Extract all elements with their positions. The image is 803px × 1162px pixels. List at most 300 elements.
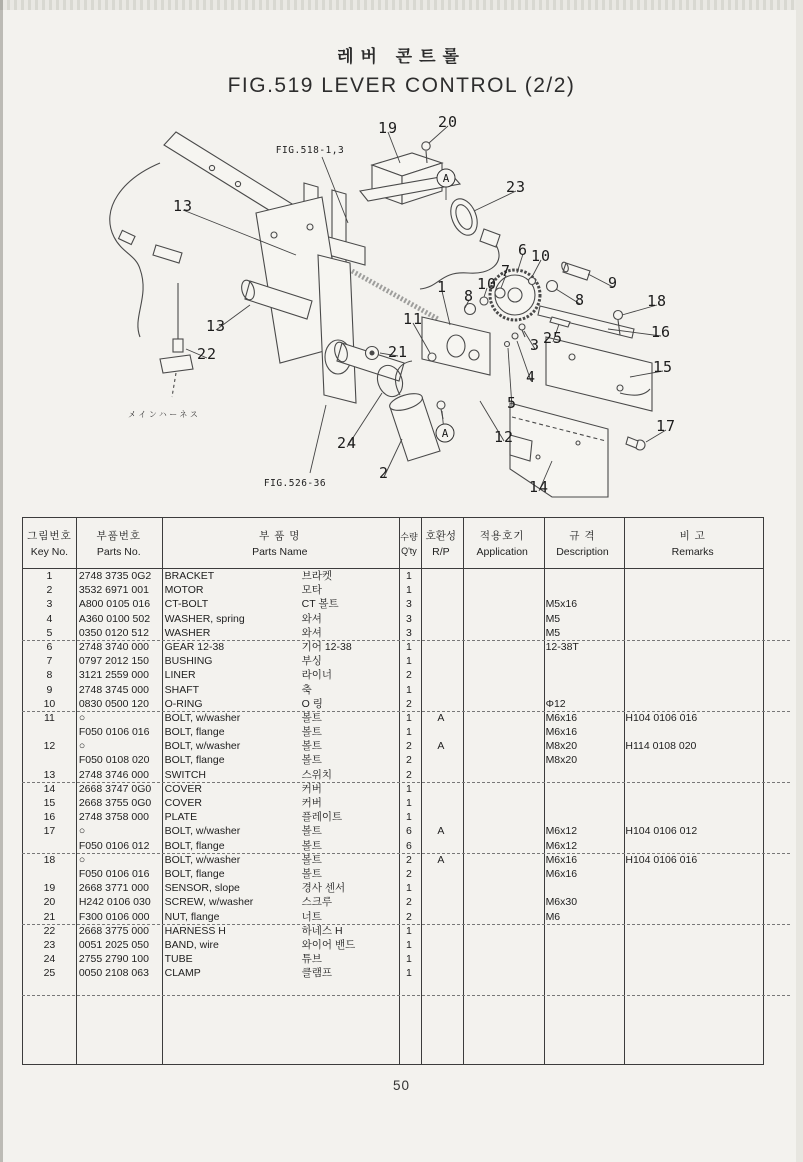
cell-description	[543, 810, 623, 824]
cell-rp	[420, 569, 462, 583]
cell-application	[462, 753, 543, 767]
callout-number: 11	[402, 310, 424, 328]
detail-marker-label: A	[442, 172, 450, 185]
table-row	[23, 853, 763, 867]
cell-remarks	[622, 782, 763, 796]
table-row	[23, 583, 763, 597]
header-description: 규 격 Description	[556, 530, 609, 558]
cell-qty: 2	[406, 853, 412, 866]
cell-qty: 2	[406, 697, 412, 710]
cell-application	[462, 683, 543, 697]
cell-parts-no: A800 0105 016	[78, 598, 151, 611]
part-name-korean: 모타	[301, 584, 322, 597]
cell-description: M8x20	[545, 754, 578, 767]
header-qty: 수량 Q'ty	[400, 532, 418, 556]
cell-rp	[420, 612, 462, 626]
cell-rp	[420, 881, 462, 895]
cell-application	[462, 725, 543, 739]
cell-qty: 1	[406, 726, 412, 739]
cell-parts-no: 0797 2012 150	[78, 655, 149, 668]
cell-parts-name	[162, 569, 398, 583]
callout-number: 7	[500, 262, 512, 280]
cell-key-no: 3	[46, 598, 53, 611]
cell-rp	[420, 583, 462, 597]
cell-key-no: 25	[43, 967, 56, 980]
part-name-english: BOLT, flange	[164, 726, 225, 739]
cell-rp	[420, 768, 462, 782]
cell-parts-name	[162, 924, 398, 938]
cell-application	[462, 824, 543, 838]
cover-plate-shape	[510, 403, 608, 497]
part-name-korean: 볼트	[301, 711, 322, 724]
cell-key-no: 19	[43, 882, 56, 895]
part-name-korean: 와셔	[301, 612, 322, 625]
cell-parts-no: 0050 2108 063	[78, 967, 149, 980]
cell-qty: 2	[406, 768, 412, 781]
cell-parts-name	[162, 697, 398, 711]
cell-application	[462, 697, 543, 711]
cell-rp: A	[437, 825, 445, 838]
table-row	[23, 824, 763, 838]
cell-rp: A	[437, 740, 445, 753]
cell-description	[543, 924, 623, 938]
cell-description	[543, 768, 623, 782]
cell-parts-no: 2748 3745 000	[78, 683, 149, 696]
cell-parts-name	[162, 612, 398, 626]
cell-parts-no: 2668 3775 000	[78, 924, 149, 937]
mount-plate-shape	[546, 337, 652, 411]
fig-ref-526: FIG.526-36	[263, 478, 327, 489]
cell-key-no	[23, 753, 76, 767]
cell-qty: 1	[406, 640, 412, 653]
part-name-english: BOLT, w/washer	[164, 853, 241, 866]
cell-qty: 2	[406, 910, 412, 923]
cell-parts-no: 2748 3758 000	[78, 811, 149, 824]
cell-application	[462, 640, 543, 654]
part-name-korean: 스크루	[301, 896, 333, 909]
cell-description: M5	[545, 626, 561, 639]
cell-application	[462, 569, 543, 583]
part-name-english: CLAMP	[164, 967, 201, 980]
fig-ref-526-leader	[310, 405, 326, 473]
cell-remarks	[622, 697, 763, 711]
part-name-english: BAND, wire	[164, 938, 219, 951]
callout-number: 8	[463, 287, 475, 305]
header-parts-name: 부 품 명 Parts Name	[252, 530, 308, 558]
cell-key-no	[23, 725, 76, 739]
part-name-korean: 튜브	[301, 953, 322, 966]
cell-description: 12-38T	[545, 640, 579, 653]
cell-application	[462, 910, 543, 924]
table-row	[23, 597, 763, 611]
cell-parts-name	[162, 853, 398, 867]
callout-leader-line	[442, 291, 450, 325]
cell-description	[543, 966, 623, 980]
table-header	[23, 518, 763, 569]
cell-remarks	[622, 980, 763, 994]
washer-shape	[366, 347, 379, 360]
part-name-korean: 와셔	[301, 626, 322, 639]
cell-qty: 2	[406, 896, 412, 909]
cell-parts-name	[162, 753, 398, 767]
cell-parts-name	[162, 910, 398, 924]
cell-rp	[420, 683, 462, 697]
header-key-no: 그림번호 Key No.	[27, 530, 72, 558]
cell-application	[462, 583, 543, 597]
cell-key-no: 22	[43, 924, 56, 937]
cell-key-no: 1	[46, 570, 53, 582]
part-name-korean: 볼트	[301, 754, 322, 767]
cell-application	[462, 796, 543, 810]
part-name-english: CT-BOLT	[164, 598, 209, 611]
cell-remarks	[622, 910, 763, 924]
cell-key-no: 11	[43, 711, 55, 724]
cell-rp	[420, 924, 462, 938]
page-edge-right	[796, 0, 803, 1162]
cell-qty: 1	[406, 782, 412, 795]
callout-number: 24	[336, 434, 358, 452]
cell-key-no: 12	[43, 740, 56, 753]
cell-description	[543, 952, 623, 966]
cell-key-no: 13	[43, 768, 56, 781]
table-row	[23, 952, 763, 966]
diagram-part-shapes	[110, 132, 652, 497]
part-name-korean: 볼트	[301, 853, 322, 866]
part-name-korean: 경사 센서	[301, 882, 346, 895]
cell-description: M8x20	[545, 740, 578, 753]
part-name-korean: 기어 12-38	[301, 640, 352, 653]
cell-remarks	[622, 867, 763, 881]
cell-rp	[420, 867, 462, 881]
cell-qty: 1	[406, 570, 412, 582]
cell-qty: 6	[406, 825, 412, 838]
cell-rp	[420, 753, 462, 767]
callout-number: 22	[196, 345, 218, 363]
callout-number: 20	[437, 113, 459, 131]
part-name-korean: CT 볼트	[301, 598, 339, 611]
callout-number: 15	[652, 358, 674, 376]
callout-number: 21	[387, 343, 409, 361]
cell-parts-no: F050 0106 016	[78, 726, 150, 739]
part-name-korean: 볼트	[301, 740, 322, 753]
page-edge-bottom	[0, 1151, 803, 1162]
callout-number: 10	[530, 247, 552, 265]
cell-parts-no: 2668 3771 000	[78, 882, 149, 895]
cell-rp	[420, 952, 462, 966]
cell-description: M6x16	[545, 726, 578, 739]
callout-number: 4	[525, 368, 537, 386]
table-row	[23, 640, 763, 654]
cell-remarks	[622, 924, 763, 938]
cell-parts-name	[162, 597, 398, 611]
cell-rp	[420, 697, 462, 711]
callout-number: 12	[493, 428, 515, 446]
cell-parts-no: 2748 3735 0G2	[78, 570, 152, 582]
cell-remarks	[622, 952, 763, 966]
cell-description	[543, 881, 623, 895]
callout-number: 5	[506, 394, 518, 412]
cell-application	[462, 626, 543, 640]
callout-number: 9	[607, 274, 619, 292]
part-name-english: GEAR 12-38	[164, 640, 225, 653]
cell-qty: 1	[406, 655, 412, 668]
table-row	[23, 895, 763, 909]
cell-parts-no: ○	[78, 853, 86, 866]
cell-qty: 1	[406, 924, 412, 937]
cell-key-no: 18	[43, 853, 56, 866]
cell-description	[543, 782, 623, 796]
cell-rp	[420, 810, 462, 824]
cell-qty: 1	[406, 882, 412, 895]
cell-parts-name	[162, 668, 398, 682]
cell-parts-name	[162, 895, 398, 909]
cell-rp	[420, 668, 462, 682]
cell-remarks	[622, 895, 763, 909]
cell-application	[462, 612, 543, 626]
cell-application	[462, 980, 543, 994]
cell-remarks	[622, 640, 763, 654]
cell-description	[543, 796, 623, 810]
cell-application	[462, 654, 543, 668]
cell-description: M5x16	[545, 598, 578, 611]
part-name-english: BUSHING	[164, 655, 213, 668]
cell-qty: 1	[406, 797, 412, 809]
cell-parts-no: ○	[78, 740, 86, 753]
page-title-korean: 레버 콘트롤	[337, 47, 466, 66]
table-row	[23, 725, 763, 739]
cell-application	[462, 810, 543, 824]
table-row	[23, 739, 763, 753]
cell-application	[462, 853, 543, 867]
cell-rp	[420, 640, 462, 654]
callout-number: 6	[517, 241, 529, 259]
callout-number: 8	[574, 291, 586, 309]
cell-description	[543, 569, 623, 583]
part-name-english: BOLT, w/washer	[164, 711, 241, 724]
cell-parts-name	[162, 725, 398, 739]
callout-number: 1	[436, 278, 448, 296]
detail-marker-label: A	[441, 427, 449, 440]
cell-key-no: 10	[43, 697, 56, 710]
callout-number: 14	[528, 478, 550, 496]
part-name-english: WASHER, spring	[164, 612, 245, 625]
part-name-korean: 볼트	[301, 839, 322, 852]
cell-qty: 3	[406, 598, 412, 611]
part-name-english: COVER	[164, 782, 202, 795]
cell-parts-name	[162, 654, 398, 668]
page-number: 50	[392, 1078, 411, 1093]
cell-qty: 1	[406, 683, 412, 696]
part-name-korean: 너트	[301, 910, 322, 923]
header-rp: 호환성 R/P	[425, 530, 457, 558]
cell-parts-name	[162, 966, 398, 980]
cell-parts-no: 0350 0120 512	[78, 626, 149, 639]
cell-parts-no: 3532 6971 001	[78, 584, 149, 597]
part-name-english: SCREW, w/washer	[164, 896, 254, 909]
cell-parts-no: F300 0106 000	[78, 910, 150, 923]
cell-remarks	[622, 881, 763, 895]
part-name-korean: 볼트	[301, 867, 322, 880]
cell-remarks	[622, 668, 763, 682]
callout-number: 3	[529, 336, 541, 354]
table-row	[23, 782, 763, 796]
cell-parts-name	[162, 583, 398, 597]
part-name-english: BRACKET	[164, 570, 215, 582]
part-name-korean: 브라켓	[301, 570, 333, 582]
bolt-shape	[626, 437, 645, 450]
part-name-english: O-RING	[164, 697, 203, 710]
cell-parts-no: ○	[78, 825, 86, 838]
cell-key-no: 20	[43, 896, 56, 909]
part-name-english: LINER	[164, 669, 196, 682]
cell-qty	[398, 980, 420, 994]
cell-rp	[420, 966, 462, 980]
cell-qty: 2	[406, 669, 412, 682]
part-name-korean: 클램프	[301, 967, 333, 980]
cell-description	[543, 980, 623, 994]
cell-remarks	[622, 626, 763, 640]
table-row	[23, 867, 763, 881]
cell-rp	[420, 839, 462, 853]
fig-ref-518: FIG.518-1,3	[275, 145, 345, 156]
cell-parts-name	[162, 683, 398, 697]
table-row	[23, 938, 763, 952]
cell-rp	[420, 796, 462, 810]
cell-key-no: 2	[46, 584, 53, 597]
exploded-parts-diagram	[60, 105, 740, 505]
cell-rp: A	[437, 853, 445, 866]
small-screws-shape	[505, 324, 526, 347]
callout-number: 10	[476, 275, 498, 293]
cell-parts-name	[162, 796, 398, 810]
table-row	[23, 668, 763, 682]
cell-description: M6x16	[545, 853, 578, 866]
part-name-english: BOLT, w/washer	[164, 740, 241, 753]
table-row	[23, 839, 763, 853]
part-name-korean: 부싱	[301, 655, 322, 668]
table-row	[23, 924, 763, 938]
cell-rp: A	[437, 711, 445, 724]
part-name-korean: 하네스 H	[301, 924, 343, 937]
cell-description: M6x12	[545, 839, 578, 852]
cell-remarks	[622, 597, 763, 611]
cell-remarks	[622, 938, 763, 952]
cell-parts-name	[162, 626, 398, 640]
callout-number: 2	[378, 464, 390, 482]
cell-qty: 3	[406, 612, 412, 625]
table-row	[23, 980, 763, 994]
main-harness-note: メインハーネス	[128, 410, 201, 419]
cell-application	[462, 938, 543, 952]
cell-parts-no: ○	[78, 711, 86, 724]
part-name-english: BOLT, flange	[164, 867, 225, 880]
callout-number: 13	[172, 197, 194, 215]
page-edge-left	[0, 0, 3, 1162]
table-row	[23, 796, 763, 810]
coiled-cable-shape	[352, 271, 438, 319]
cell-rp	[420, 938, 462, 952]
part-name-english: MOTOR	[164, 584, 204, 597]
part-name-korean: 커버	[301, 782, 322, 795]
table-row	[23, 626, 763, 640]
part-name-korean: O 링	[301, 697, 323, 710]
cell-application	[462, 895, 543, 909]
table-row	[23, 697, 763, 711]
cell-rp	[420, 980, 462, 994]
cell-parts-name	[162, 938, 398, 952]
cell-remarks	[622, 725, 763, 739]
part-name-english: BOLT, w/washer	[164, 825, 241, 838]
cell-rp	[420, 654, 462, 668]
parts-table-body	[23, 569, 763, 995]
cell-parts-name	[162, 881, 398, 895]
cell-remarks	[622, 612, 763, 626]
cell-parts-no: 3121 2559 000	[78, 669, 149, 682]
table-row	[23, 654, 763, 668]
callout-number: 13	[205, 317, 227, 335]
cell-rp	[420, 725, 462, 739]
cell-key-no: 4	[46, 612, 53, 625]
cell-qty: 2	[406, 740, 412, 753]
table-row	[23, 910, 763, 924]
cell-parts-name	[162, 824, 398, 838]
cell-remarks	[622, 569, 763, 583]
callout-number: 17	[655, 417, 677, 435]
cell-parts-no: A360 0100 502	[78, 612, 151, 625]
cell-remarks: H104 0106 016	[625, 711, 698, 724]
cell-remarks: H114 0108 020	[625, 740, 697, 753]
cell-key-no	[23, 980, 76, 994]
cell-application	[462, 711, 543, 725]
table-row	[23, 810, 763, 824]
header-application: 적용호기 Application	[476, 530, 528, 558]
cell-description: M6x16	[545, 711, 578, 724]
cell-key-no: 23	[43, 938, 56, 951]
table-row	[23, 753, 763, 767]
cell-parts-name	[162, 952, 398, 966]
cell-key-no: 16	[43, 811, 56, 824]
cell-qty: 1	[406, 938, 412, 951]
part-name-english: BOLT, flange	[164, 754, 225, 767]
cell-qty: 1	[406, 711, 412, 724]
header-parts-no: 부품번호 Parts No.	[96, 530, 142, 558]
cell-parts-name	[162, 867, 398, 881]
cell-parts-no: H242 0106 030	[78, 896, 151, 909]
cell-key-no: 5	[46, 626, 53, 639]
cell-parts-name	[162, 980, 398, 994]
cell-application	[462, 867, 543, 881]
cell-application	[462, 966, 543, 980]
cell-description	[543, 583, 623, 597]
cell-application	[462, 597, 543, 611]
part-name-korean: 볼트	[301, 825, 322, 838]
cell-rp	[420, 597, 462, 611]
part-name-english: SHAFT	[164, 683, 200, 696]
cell-parts-no: F050 0106 016	[78, 867, 150, 880]
part-name-korean: 축	[301, 683, 312, 696]
cell-rp	[420, 626, 462, 640]
cell-qty: 3	[406, 626, 412, 639]
cell-key-no: 14	[43, 782, 56, 795]
cell-qty: 1	[406, 811, 412, 824]
part-name-korean: 와이어 밴드	[301, 938, 356, 951]
cell-remarks	[622, 810, 763, 824]
cell-remarks	[622, 966, 763, 980]
part-name-english: TUBE	[164, 953, 193, 966]
cell-remarks	[622, 654, 763, 668]
cell-key-no: 7	[46, 655, 53, 668]
cell-description	[543, 654, 623, 668]
